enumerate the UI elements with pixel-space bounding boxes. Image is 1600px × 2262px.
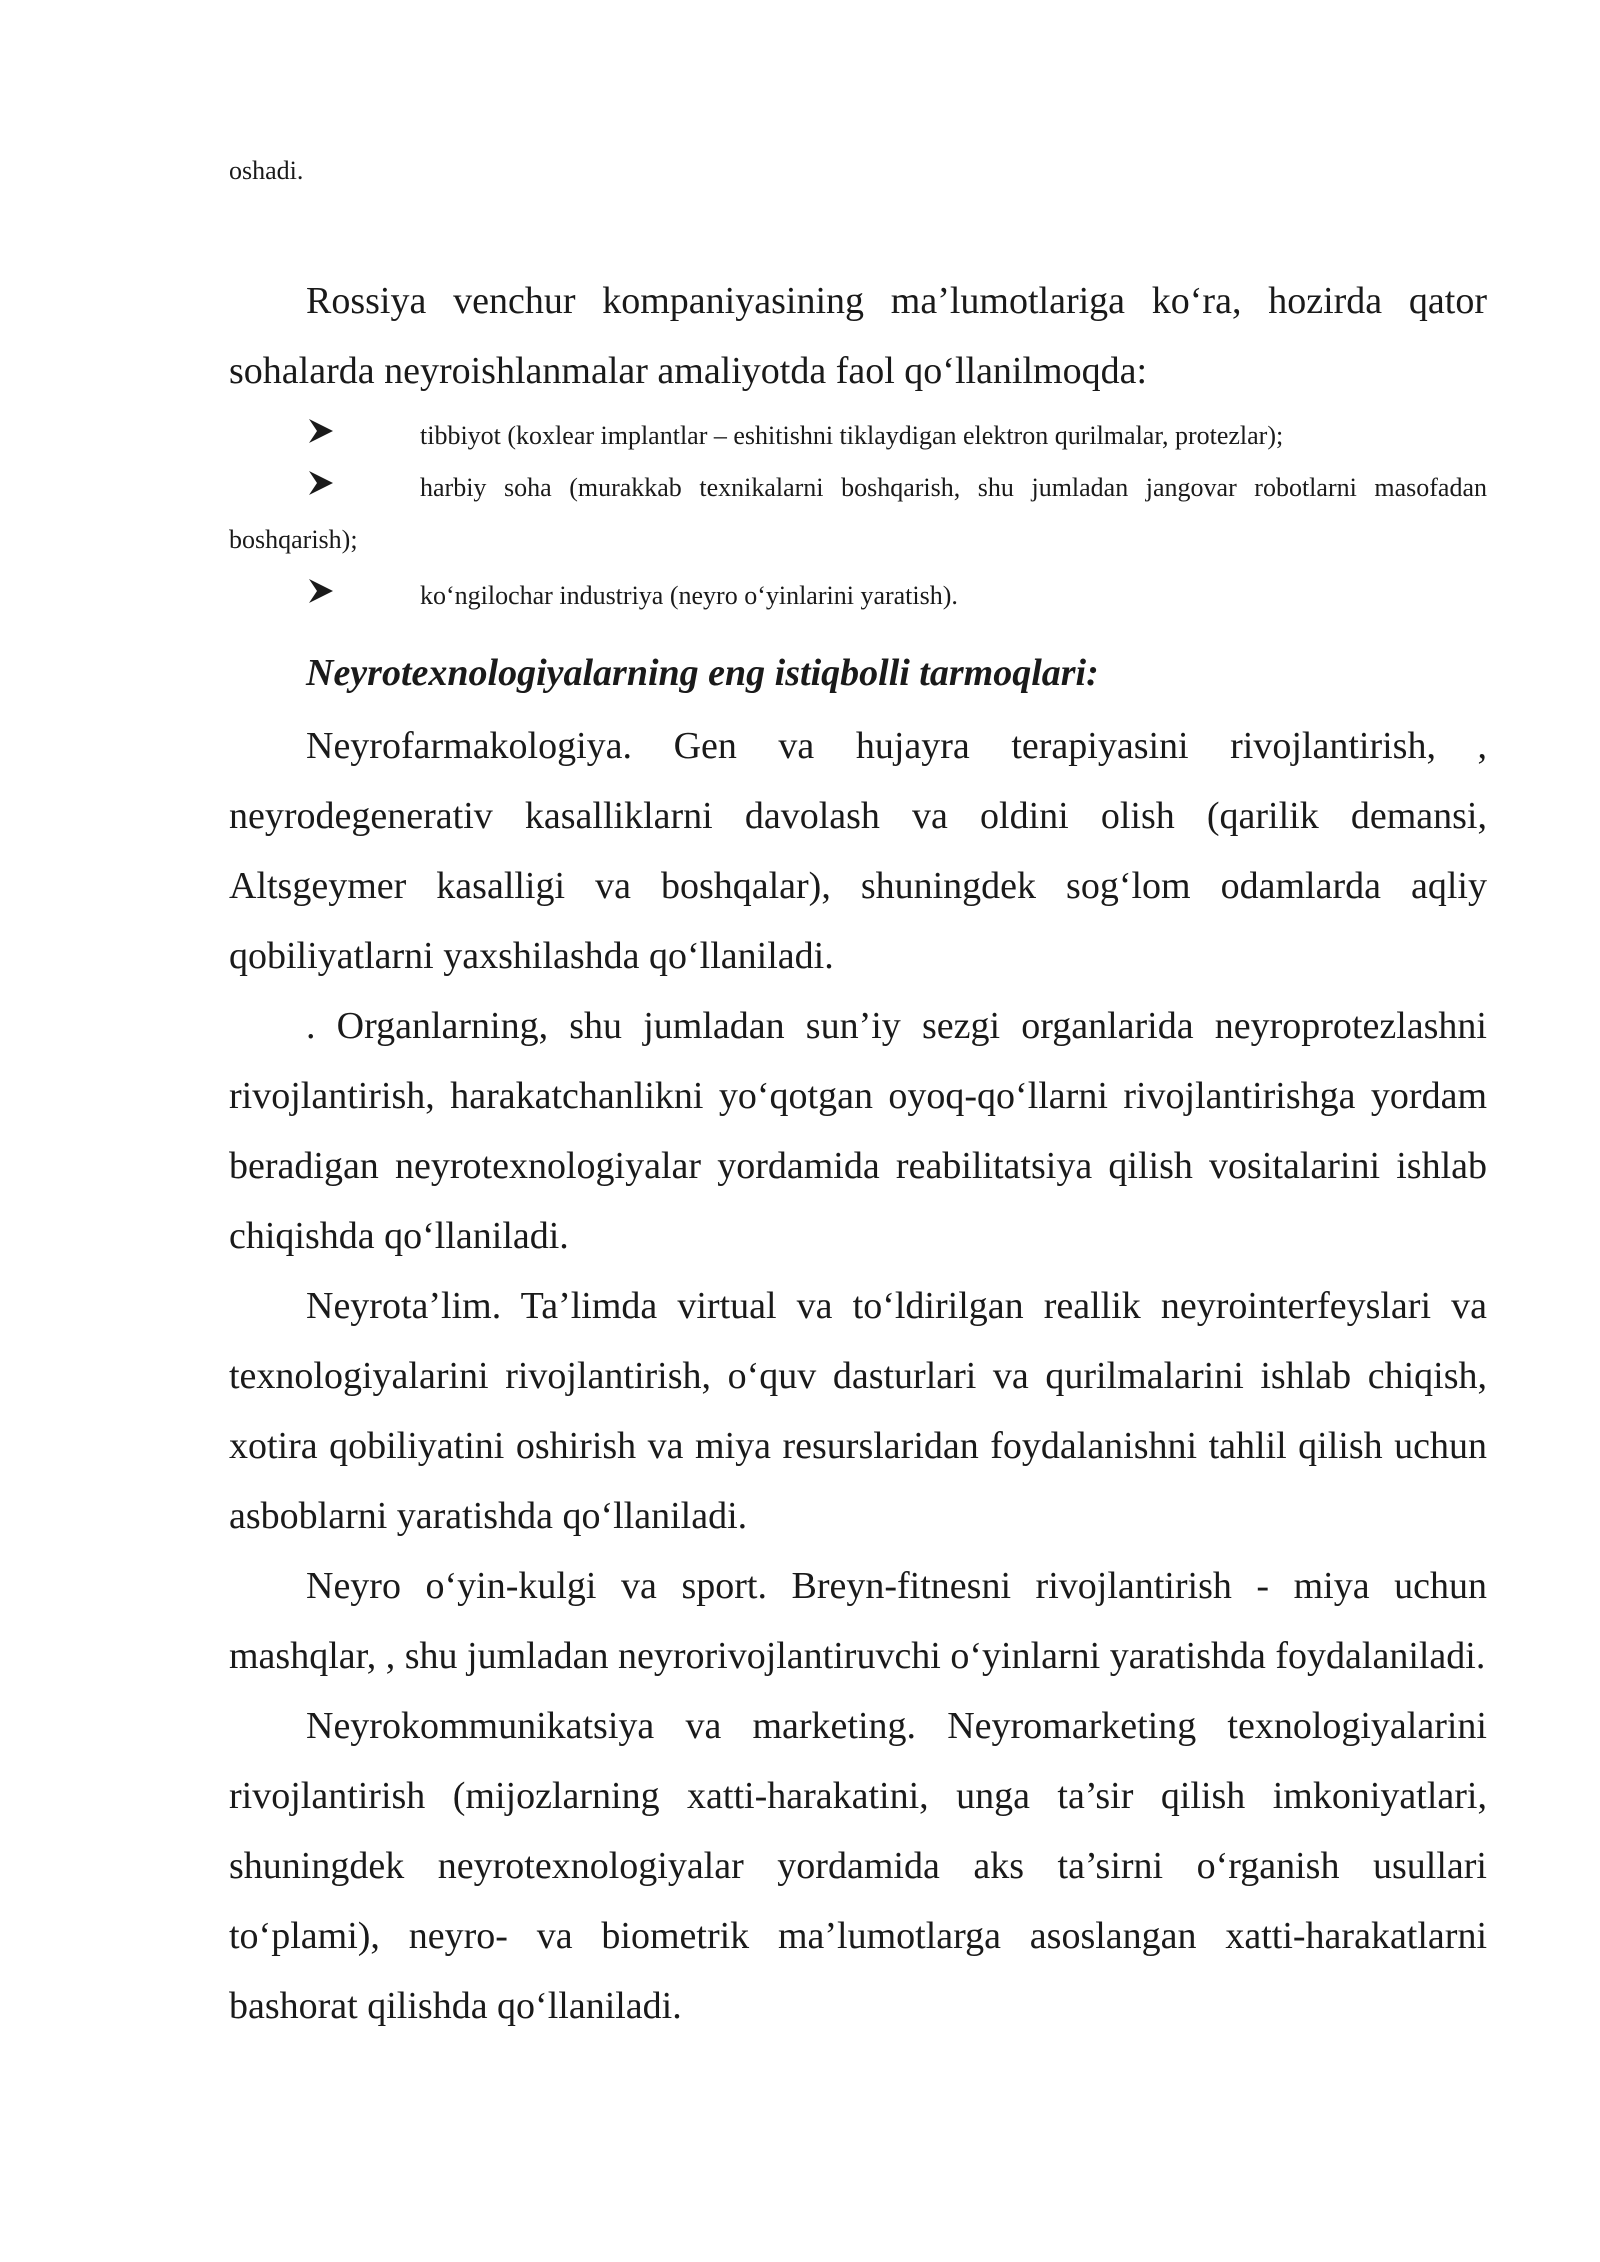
bullet-text: tibbiyot (koxlear implantlar – eshitishni tiklaydigan elektron qurilmalar, protezlar); [420, 421, 1284, 450]
paragraph-neuroeducation: Neyrota’lim. Ta’limda virtual va to‘ldirilgan reallik neyrointerfeyslari va texnologiyalarini rivojlantirish, o‘quv dasturlari va qurilmalarini ishlab chiqish, xotira qobiliyatini oshirish va miya resurslaridan foydalanishni tahlil qilish uchun asboblarni yaratishda qo‘llaniladi. [229, 1285, 1487, 1537]
list-item [229, 570, 1487, 622]
bullet-text: ko‘ngilochar industriya (neyro o‘yinlarini yaratish). [420, 581, 958, 610]
arrowhead-bullet-icon [306, 416, 336, 446]
list-item [229, 410, 1487, 462]
paragraph-neuropharmacology: Neyrofarmakologiya. Gen va hujayra terapiyasini rivojlantirish, , neyrodegenerativ kasalliklarni davolash va oldini olish (qarilik demansi, Altsgeymer kasalligi va boshqalar), shuningdek sog‘lom odamlarda aqliy qobiliyatlarni yaxshilashda qo‘llaniladi. [229, 725, 1487, 977]
section-heading: Neyrotexnologiyalarning eng istiqbolli tarmoqlari: [306, 652, 1099, 694]
body-text [229, 711, 1487, 2041]
page-top-fragment: oshadi. [229, 156, 304, 185]
bullet-list [229, 410, 1487, 622]
paragraph-neuro-entertainment: Neyro o‘yin-kulgi va sport. Breyn-fitnesni rivojlantirish - miya uchun mashqlar, , shu jumladan neyrorivojlantiruvchi o‘yinlarni yaratishda foydalaniladi. [229, 1565, 1487, 1677]
bullet-text: harbiy soha (murakkab texnikalarni boshqarish, shu jumladan jangovar robotlarni masofadan boshqarish); [229, 473, 1487, 554]
arrowhead-bullet-icon [306, 576, 336, 606]
list-item [229, 462, 1487, 566]
arrowhead-bullet-icon [306, 468, 336, 498]
intro-paragraph: Rossiya venchur kompaniyasining ma’lumotlariga ko‘ra, hozirda qator sohalarda neyroishlanmalar amaliyotda faol qo‘llanilmoqda: [229, 280, 1487, 392]
paragraph-neuromarketing: Neyrokommunikatsiya va marketing. Neyromarketing texnologiyalarini rivojlantirish (mijozlarning xatti-harakatini, unga ta’sir qilish imkoniyatlari, shuningdek neyrotexnologiyalar yordamida aks ta’sirni o‘rganish usullari to‘plami), neyro- va biometrik ma’lumotlarga asoslangan xatti-harakatlarni bashorat qilishda qo‘llaniladi. [229, 1705, 1487, 2027]
paragraph-neuroprosthetics: . Organlarning, shu jumladan sun’iy sezgi organlarida neyroprotezlashni rivojlantirish, harakatchanlikni yo‘qotgan oyoq-qo‘llarni rivojlantirishga yordam beradigan neyrotexnologiyalar yordamida reabilitatsiya qilish vositalarini ishlab chiqishda qo‘llaniladi. [229, 1005, 1487, 1257]
